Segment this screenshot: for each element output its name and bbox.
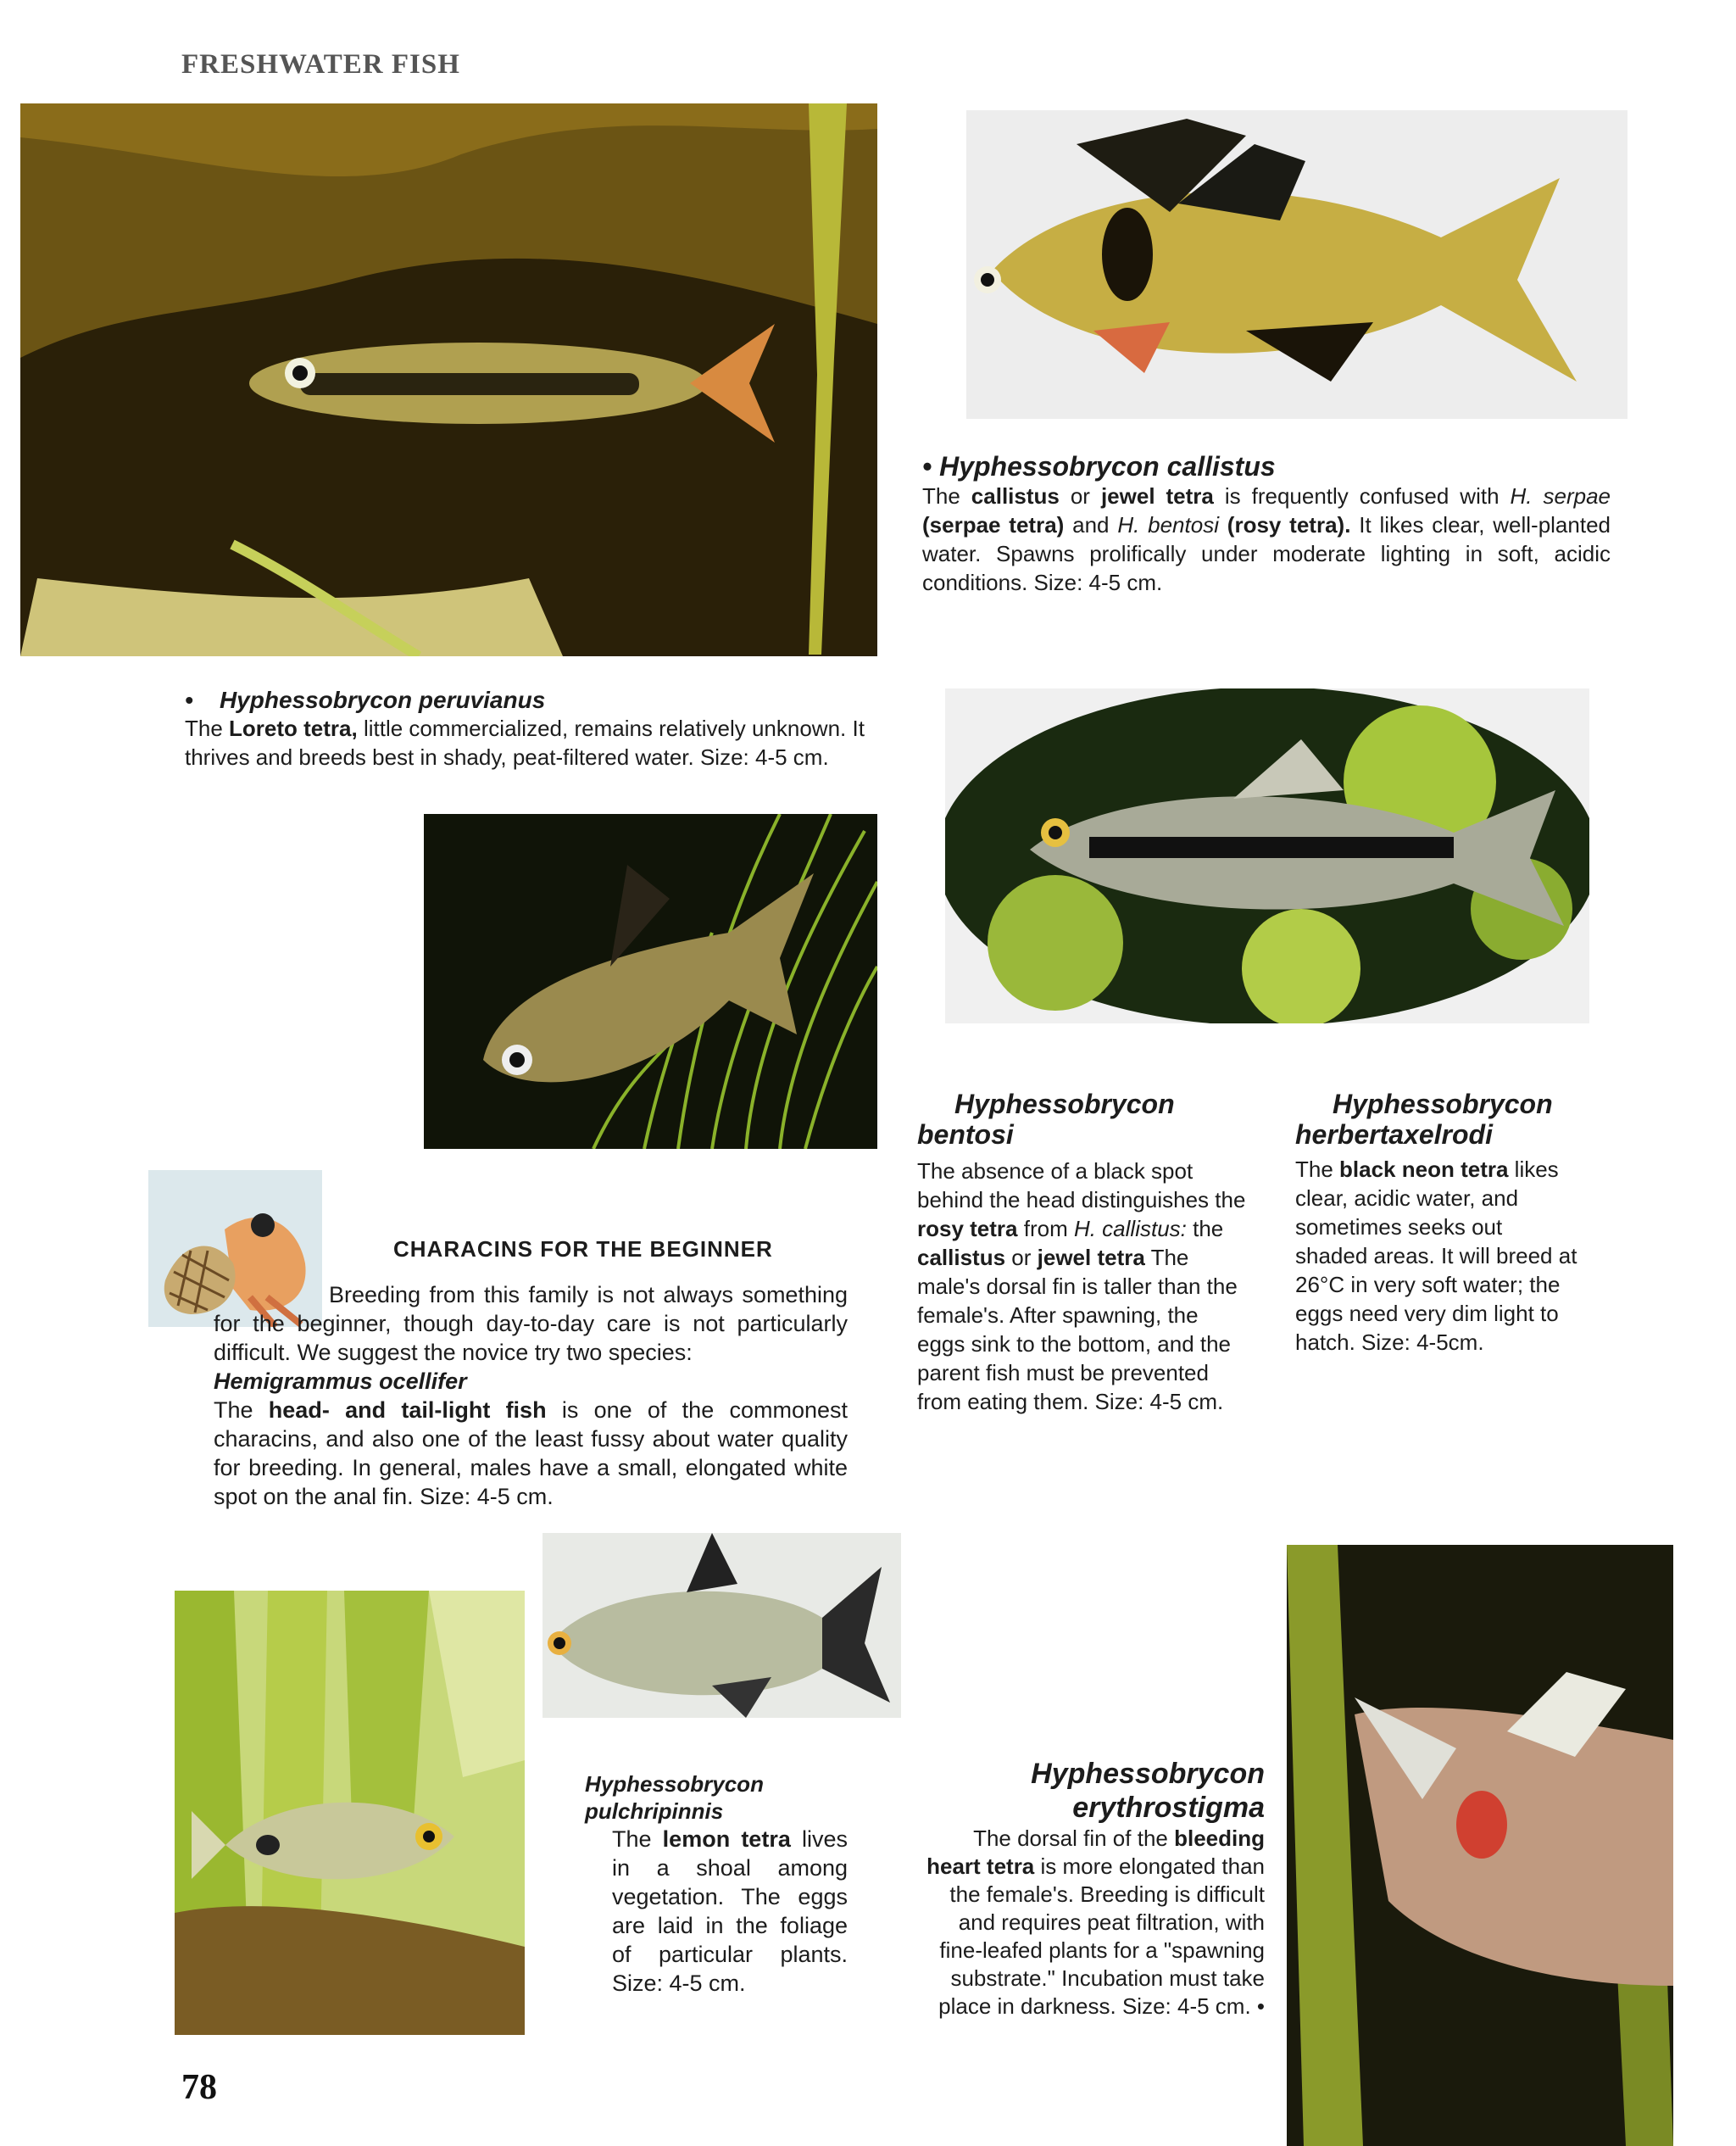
species-title-herbertaxelrodi-2: herbertaxelrodi (1295, 1119, 1493, 1150)
photo-jewel-tetra (966, 110, 1628, 419)
common-name: callistus (917, 1245, 1006, 1270)
photo-black-neon-tetra (945, 688, 1589, 1023)
species-title-ocellifer: Hemigrammus ocellifer (214, 1368, 467, 1394)
bullet: • (922, 451, 932, 482)
text: is one of the commonest characins, and also one of the least fussy about water quality for breeding. In general, males have a small, elongated white spot on the anal fin. Size: 4-5 cm. (214, 1397, 849, 1509)
species-title-erythrostigma-1: Hyphessobrycon (1031, 1758, 1265, 1790)
common-name: bleeding heart tetra (926, 1825, 1265, 1879)
text: or (1059, 483, 1101, 509)
common-name: black neon tetra (1339, 1157, 1509, 1182)
text: It likes clear, well-planted water. Spawns prolifically under moderate lighting in soft, acidic conditions. Size: 4-5 cm. (922, 512, 1611, 595)
text: The (612, 1826, 663, 1852)
page-number: 78 (181, 2068, 217, 2107)
text: The (214, 1397, 269, 1423)
caption-bentosi (917, 1089, 1249, 1416)
photo-head-tail-light-fish (542, 1533, 901, 1718)
common-name: rosy tetra (917, 1216, 1018, 1241)
caption-callistus (922, 451, 1611, 597)
common-name: callistus (971, 483, 1060, 509)
common-name: head- and tail-light fish (268, 1397, 547, 1423)
text: The absence of a black spot behind the head distinguishes the (917, 1158, 1246, 1212)
species-title-callistus: Hyphessobrycon callistus (939, 451, 1276, 482)
species-ref: H. bentosi (1117, 512, 1219, 538)
bullet: • (185, 687, 193, 713)
text: is frequently confused with (1213, 483, 1511, 509)
text: lives in a shoal among vegetation. The eggs are laid in the foliage of particular plants. Size: 4-5 cm. (612, 1826, 848, 1996)
photo-bleeding-heart-tetra (1287, 1545, 1673, 2146)
text: and (1064, 512, 1118, 538)
common-name: jewel tetra (1100, 483, 1214, 509)
text: likes clear, acidic water, and sometimes seeks out shaded areas. It will breed at 26°C in very soft water; the eggs need very dim light to hatch. Size: 4-5cm. (1295, 1157, 1577, 1355)
photo-lemon-tetra (175, 1591, 525, 2035)
species-title-pulchripinnis: Hyphessobrycon pulchripinnis (585, 1771, 764, 1824)
text: from (1017, 1216, 1074, 1241)
photo-loreto-tetra (20, 103, 877, 656)
text: The (922, 483, 971, 509)
text: is more elongated than the female's. Breeding is difficult and requires peat filtration, with fine-leafed plants for a "spawning substrate." Incubation must take place in darkness. Size: 4-5 cm. • (938, 1853, 1265, 2019)
text: The (185, 716, 230, 741)
caption-erythrostigma (917, 1757, 1265, 2021)
running-header: FRESHWATER FISH (181, 49, 460, 80)
characins-section (214, 1235, 848, 1511)
species-title-erythrostigma-2: erythrostigma (1072, 1792, 1265, 1824)
species-title-peruvianus: Hyphessobrycon peruvianus (219, 687, 546, 713)
text: or (1005, 1245, 1038, 1270)
text: little commercialized, remains relatively unknown. It thrives and breeds best in shady, peat-filtered water. Size: 4-5 cm. (185, 716, 865, 770)
characins-intro: Breeding from this family is not always something for the beginner, though day-to-day care is not particularly difficult. We suggest the novice try two species: (214, 1282, 848, 1365)
caption-herbertaxelrodi (1295, 1089, 1580, 1357)
common-name: (rosy tetra). (1227, 512, 1351, 538)
caption-peruvianus (185, 687, 868, 772)
caption-pulchripinnis (542, 1770, 848, 1998)
section-heading: CHARACINS FOR THE BEGINNER (393, 1236, 773, 1262)
species-ref: H. callistus: (1073, 1216, 1187, 1241)
common-name: Loreto tetra, (229, 716, 358, 741)
species-ref: H. serpae (1510, 483, 1611, 509)
species-title-bentosi-1: Hyphessobrycon (954, 1089, 1175, 1119)
text: The (1295, 1157, 1340, 1182)
species-title-bentosi-2: bentosi (917, 1119, 1014, 1150)
common-name: lemon tetra (662, 1826, 791, 1852)
text: The dorsal fin of the (973, 1825, 1175, 1851)
text: the (1186, 1216, 1224, 1241)
species-title-herbertaxelrodi-1: Hyphessobrycon (1333, 1089, 1553, 1119)
common-name: (serpae tetra) (922, 512, 1065, 538)
text: The male's dorsal fin is taller than the female's. After spawning, the eggs sink to the bottom, and the parent fish must be prevented from eating them. Size: 4-5 cm. (917, 1245, 1238, 1414)
common-name: jewel tetra (1037, 1245, 1145, 1270)
photo-peruvianus-fish (424, 814, 877, 1149)
